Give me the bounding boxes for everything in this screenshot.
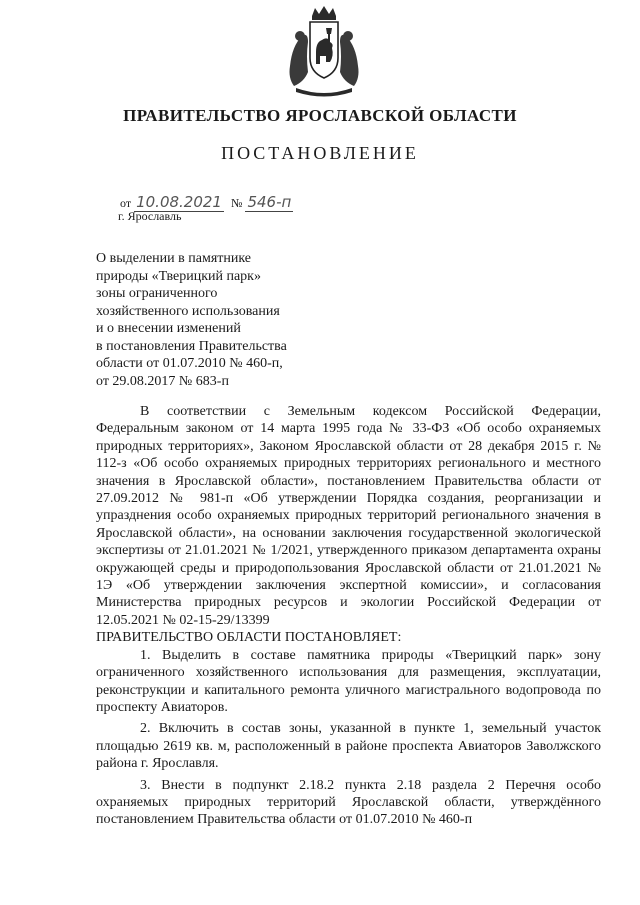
from-label: от bbox=[120, 196, 132, 210]
subject-line: природы «Тверицкий парк» bbox=[96, 268, 261, 284]
subject-line: О выделении в памятнике bbox=[96, 251, 252, 266]
preamble-paragraph: В соответствии с Земельным кодексом Российской Федерации, Федеральным законом от 14 марта 1995 года № 33-ФЗ «Об особо охраняемых природных территориях», Законом Ярославской области от 28 декабря 2015 г. № 112-з «Об особо охраняемых природных территориях регионального и местного значения в Ярославской области», постановлением Правительства области от 27.09.2012 № 981-п «Об утверждении Порядка создания, реорганизации и упразднения особо охраняемых природных территорий регионального значения в Ярославской области», на основании заключения государственной экологической экспертизы от 21.01.2021 № 1/2021, утвержденного приказом департамента охраны окружающей среды и природопользования Ярославской области от 21.01.2021 № 1Э «Об утверждении заключения экспертной комиссии», и согласования Министерства природных ресурсов и экологии Российской Федерации от 12.05.2021 № 02-15-29/13399 bbox=[96, 404, 601, 628]
subject-line: от 29.08.2017 № 683-п bbox=[96, 373, 229, 389]
item-1-paragraph: 1. Выделить в составе памятника природы «Тверицкий парк» зону ограниченного хозяйственного использования для размещения, эксплуатации, реконструкции и капитального ремонта уличного магистрального водопровода по проспекту Авиаторов. bbox=[96, 647, 601, 715]
resolution-body bbox=[96, 403, 601, 829]
subject-line: зоны ограниченного bbox=[96, 286, 218, 301]
item-3-paragraph: 3. Внести в подпункт 2.18.2 пункта 2.18 раздела 2 Перечня особо охраняемых природных территорий Ярославской области, утверждённого постановлением Правительства области от 01.07.2010 № 460-п bbox=[96, 777, 601, 828]
resolves-heading: ПРАВИТЕЛЬСТВО ОБЛАСТИ ПОСТАНОВЛЯЕТ: bbox=[96, 630, 402, 646]
number-label: № bbox=[230, 196, 243, 210]
item-2-paragraph: 2. Включить в состав зоны, указанной в пункте 1, земельный участок площадью 2619 кв. м, расположенный в районе проспекта Авиаторов Заволжского района г. Ярославля. bbox=[96, 721, 601, 772]
government-title: ПРАВИТЕЛЬСТВО ЯРОСЛАВСКОЙ ОБЛАСТИ bbox=[123, 106, 517, 125]
coat-of-arms-emblem bbox=[282, 6, 366, 98]
subject-line: хозяйственного использования bbox=[96, 303, 280, 319]
subject-line: области от 01.07.2010 № 460-п, bbox=[96, 356, 283, 371]
document-type-title: ПОСТАНОВЛЕНИЕ bbox=[221, 143, 419, 163]
subject-line: и о внесении изменений bbox=[96, 321, 241, 336]
subject-block bbox=[96, 250, 336, 390]
handwritten-number: 546-п bbox=[247, 193, 292, 211]
subject-line: в постановления Правительства bbox=[96, 338, 287, 354]
city-label: г. Ярославль bbox=[118, 209, 182, 223]
handwritten-date: 10.08.2021 bbox=[136, 193, 222, 211]
